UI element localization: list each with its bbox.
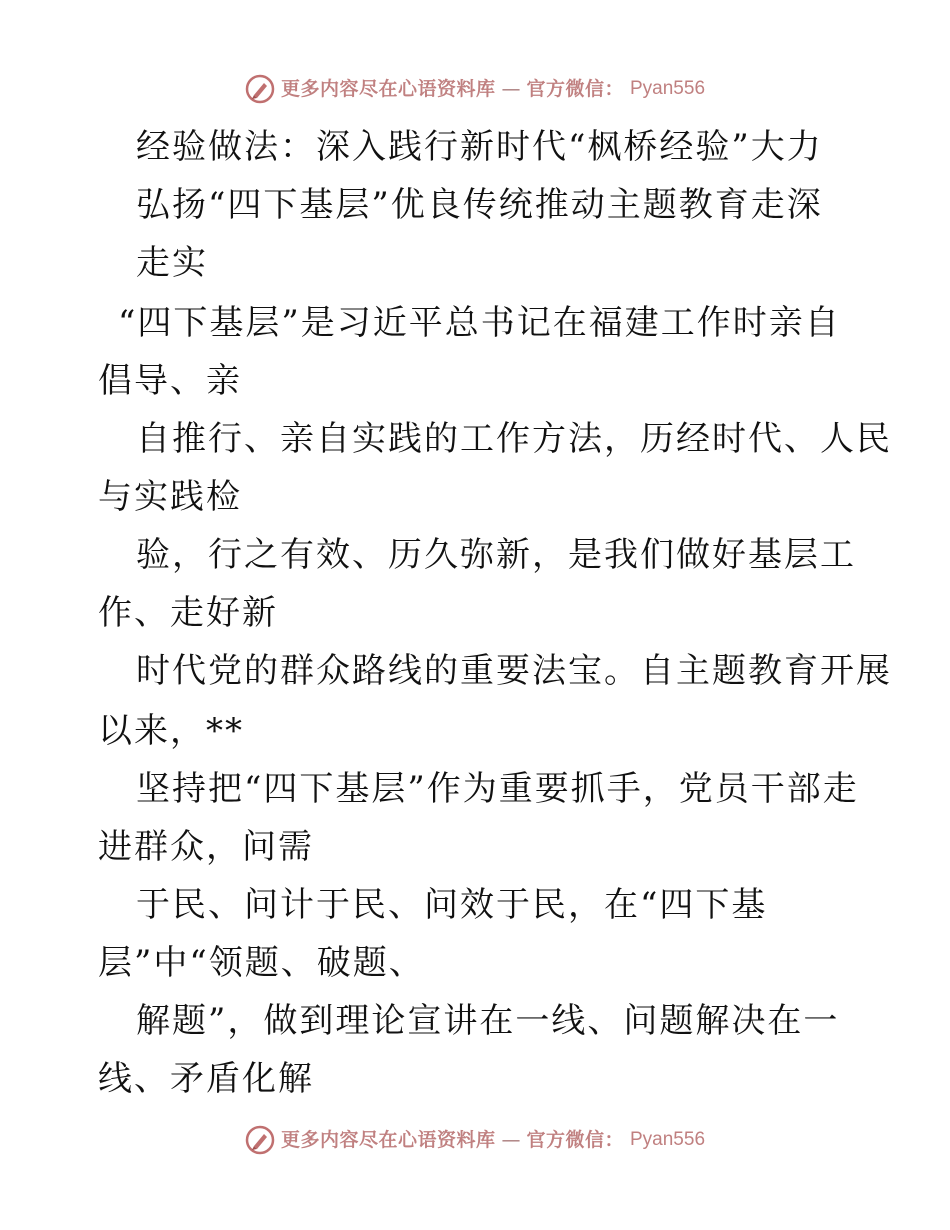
watermark-official-label: 官方微信： (526, 1129, 624, 1151)
body-line-5: 验，行之有效、历久弥新，是我们做好基层工 (136, 535, 856, 575)
watermark-dash: — (501, 1129, 521, 1151)
watermark-dash: — (501, 78, 521, 100)
body-line-1: “四下基层”是习近平总书记在福建工作时亲自 (118, 303, 841, 343)
title-line-1: 经验做法：深入践行新时代“枫桥经验”大力 (136, 127, 823, 167)
title-line-2: 弘扬“四下基层”优良传统推动主题教育走深 (136, 185, 823, 225)
quill-logo-icon (245, 1125, 275, 1155)
watermark-id: Pyan556 (630, 78, 706, 99)
body-line-8: 以来，** (98, 711, 244, 751)
quill-logo-icon (245, 74, 275, 104)
watermark-id: Pyan556 (630, 1129, 706, 1150)
body-line-13: 解题”，做到理论宣讲在一线、问题解决在一 (136, 1001, 840, 1041)
watermark-main-text: 更多内容尽在心语资料库 (280, 1129, 496, 1151)
body-line-2: 倡导、亲 (98, 361, 242, 401)
watermark-official-label: 官方微信： (526, 78, 624, 100)
body-line-6: 作、走好新 (98, 593, 278, 633)
body-line-3: 自推行、亲自实践的工作方法，历经时代、人民 (136, 419, 892, 459)
body-line-11: 于民、问计于民、问效于民，在“四下基 (136, 885, 768, 925)
watermark-main-text: 更多内容尽在心语资料库 (280, 78, 496, 100)
header-watermark (0, 74, 950, 104)
body-line-4: 与实践检 (98, 477, 242, 517)
title-line-3: 走实 (136, 243, 208, 283)
body-line-10: 进群众，问需 (98, 827, 314, 867)
body-line-12: 层”中“领题、破题、 (98, 943, 425, 983)
body-line-7: 时代党的群众路线的重要法宝。自主题教育开展 (136, 651, 892, 691)
footer-watermark (0, 1125, 950, 1155)
body-line-9: 坚持把“四下基层”作为重要抓手，党员干部走 (136, 769, 859, 809)
body-line-14: 线、矛盾化解 (98, 1059, 314, 1099)
